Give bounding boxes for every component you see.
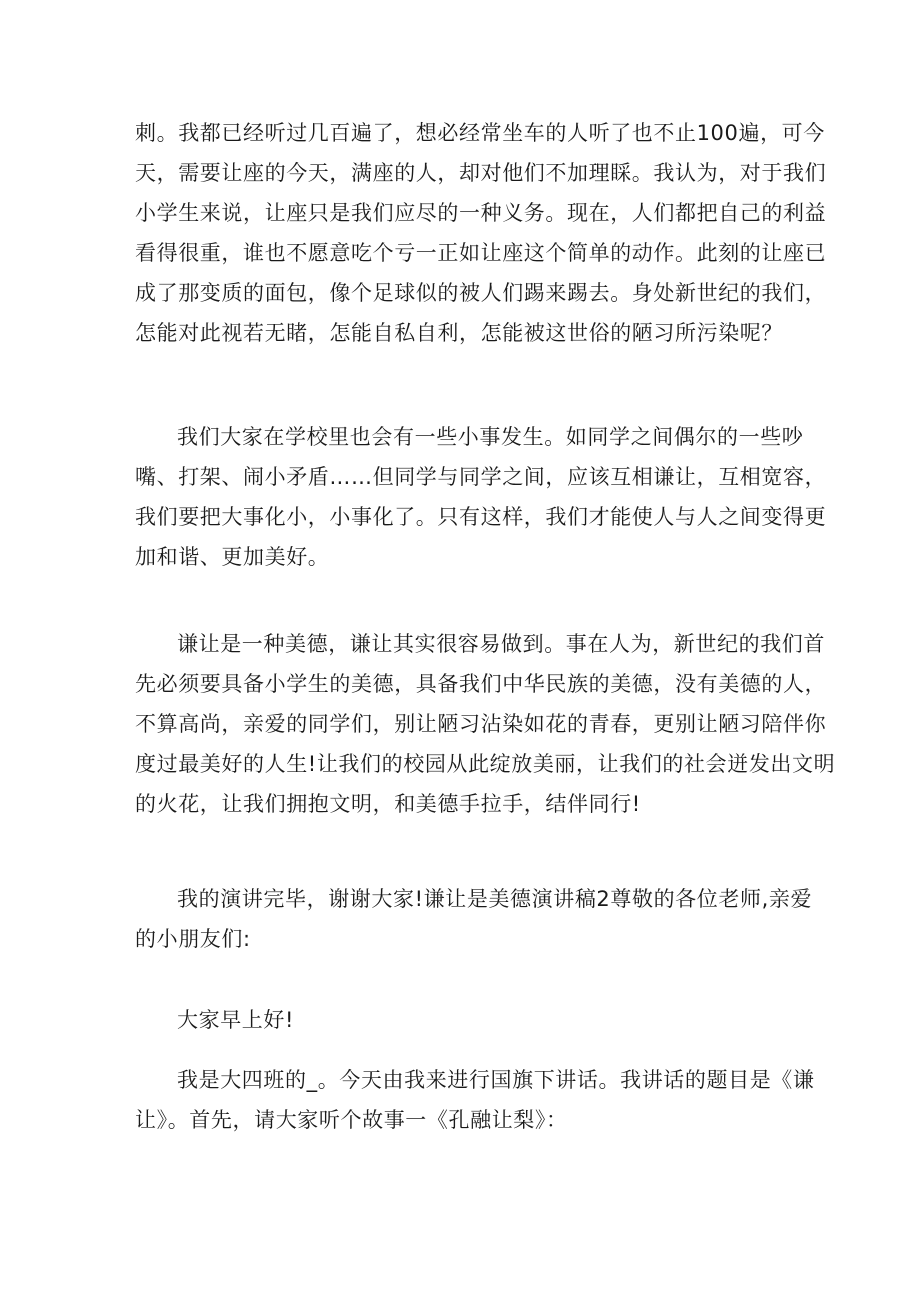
paragraph-4 [135,879,813,959]
paragraph-line: 看得很重，谁也不愿意吃个亏一正如让座这个简单的动作。此刻的让座已 [135,241,827,265]
paragraph-line: 嘴、打架、闹小矛盾……但同学与同学之间，应该互相谦让，互相宽容， [135,465,827,489]
paragraph-3 [135,624,836,824]
paragraph-6 [135,1060,815,1140]
paragraph-line: 刺。我都已经听过几百遍了，想必经常坐车的人听了也不止100遍，可今 [135,121,825,145]
paragraph-line: 的火花，让我们拥抱文明，和美德手拉手，结伴同行! [135,792,641,816]
paragraph-line: 我们大家在学校里也会有一些小事发生。如同学之间偶尔的一些吵 [177,425,804,449]
paragraph-line: 我的演讲完毕，谢谢大家!谦让是美德演讲稿2尊敬的各位老师,亲爱 [177,887,813,911]
paragraph-line: 让》。首先，请大家听个故事一《孔融让梨》： [135,1108,568,1132]
paragraph-line: 怎能对此视若无睹，怎能自私自利，怎能被这世俗的陋习所污染呢？ [135,321,783,345]
paragraph-5 [135,1000,785,1040]
paragraph-line: 我是大四班的_。今天由我来进行国旗下讲话。我讲话的题目是《谦 [177,1068,815,1092]
paragraph-line: 不算高尚，亲爱的同学们，别让陋习沾染如花的青春，更别让陋习陪伴你 [135,712,827,736]
paragraph-line: 我们要把大事化小，小事化了。只有这样，我们才能使人与人之间变得更 [135,505,827,529]
paragraph-line: 谦让是一种美德，谦让其实很容易做到。事在人为，新世纪的我们首 [177,632,825,656]
paragraph-line: 天，需要让座的今天，满座的人，却对他们不加理睬。我认为，对于我们 [135,161,827,185]
paragraph-line: 加和谐、更加美好。 [135,545,330,569]
paragraph-line: 度过最美好的人生!让我们的校园从此绽放美丽，让我们的社会迸发出文明 [135,752,836,776]
paragraph-line: 小学生来说，让座只是我们应尽的一种义务。现在，人们都把自己的利益 [135,201,827,225]
paragraph-line: 大家早上好! [177,1008,295,1032]
paragraph-2 [135,417,827,577]
paragraph-1 [135,113,827,353]
paragraph-line: 的小朋友们: [135,927,251,951]
paragraph-line: 成了那变质的面包，像个足球似的被人们踢来踢去。身处新世纪的我们， [135,281,827,305]
paragraph-line: 先必须要具备小学生的美德，具备我们中华民族的美德，没有美德的人， [135,672,827,696]
